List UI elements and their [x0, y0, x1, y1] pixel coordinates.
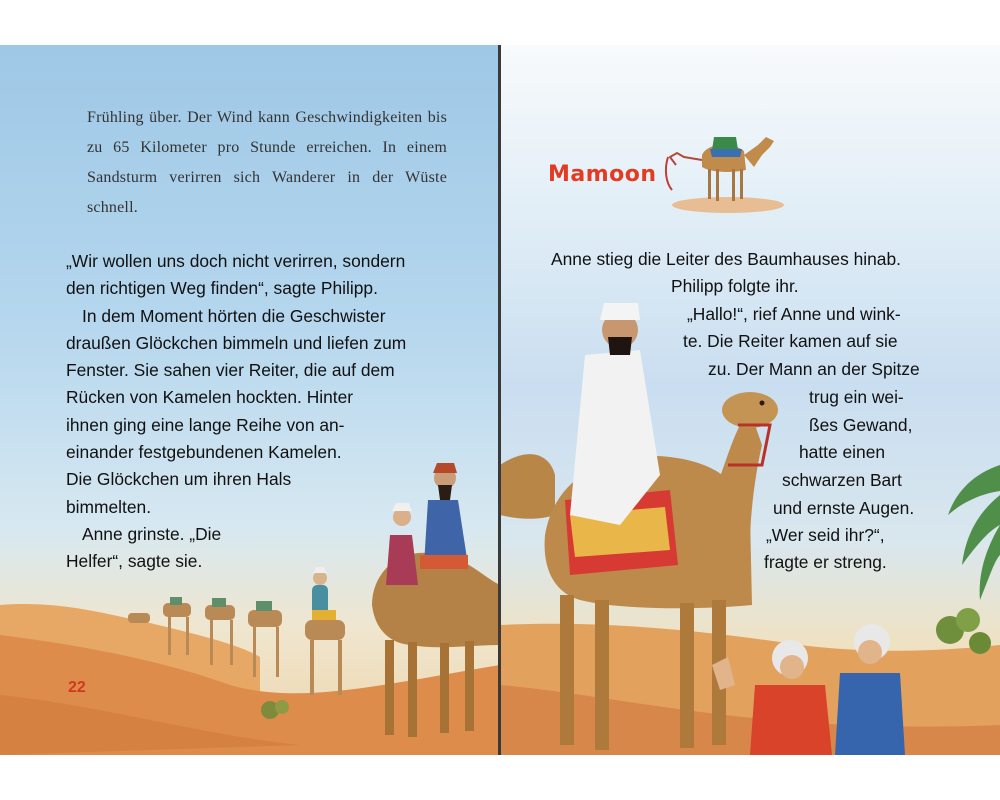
story-line: und ernste Augen.	[773, 498, 915, 518]
story-line: bimmelten.	[66, 496, 152, 517]
story-line: „Hallo!“, rief Anne und wink-	[687, 304, 901, 324]
story-line: ihnen ging eine lange Reihe von an-	[66, 414, 345, 435]
story-text-left	[66, 248, 456, 576]
story-line: ßes Gewand,	[809, 415, 913, 435]
story-line: In dem Moment hörten die Geschwister	[82, 305, 386, 326]
info-box-text: Frühling über. Der Wind kann Geschwindigkeiten bis zu 65 Kilometer pro Stunde erreichen. In einem Sandsturm verirren sich Wanderer in der Wüste schnell.	[87, 109, 447, 216]
story-line: fragte er streng.	[764, 552, 887, 572]
story-line: einander festgebundenen Kamelen.	[66, 442, 342, 463]
story-line: „Wir wollen uns doch nicht verirren, sondern	[66, 251, 406, 271]
story-line: „Wer seid ihr?“,	[766, 525, 885, 545]
story-line: Die Glöckchen um ihren Hals	[66, 469, 292, 490]
story-line: Rücken von Kamelen hockten. Hinter	[66, 387, 354, 408]
story-line: trug ein wei-	[809, 387, 904, 407]
book-spread	[0, 45, 1000, 755]
story-line: schwarzen Bart	[782, 470, 902, 490]
left-page	[0, 45, 500, 755]
page-number: 22	[68, 679, 86, 696]
page-gutter	[498, 45, 501, 755]
story-line: Anne stieg die Leiter des Baumhauses hinab.	[551, 249, 901, 269]
story-line: draußen Glöckchen bimmeln und liefen zum	[66, 332, 407, 353]
story-line: den richtigen Weg finden“, sagte Philipp.	[66, 278, 378, 299]
camel-icon	[662, 115, 792, 215]
story-line: te. Die Reiter kamen auf sie	[683, 331, 898, 351]
right-page	[500, 45, 1000, 755]
story-line: Fenster. Sie sahen vier Reiter, die auf dem	[66, 360, 395, 381]
story-line: Philipp folgte ihr.	[671, 276, 799, 296]
story-line: Helfer“, sagte sie.	[66, 551, 203, 572]
story-line: zu. Der Mann an der Spitze	[708, 359, 920, 379]
story-line: Anne grinste. „Die	[82, 523, 222, 544]
chapter-heading: Mamoon	[548, 162, 657, 187]
story-line: hatte einen	[799, 442, 886, 462]
